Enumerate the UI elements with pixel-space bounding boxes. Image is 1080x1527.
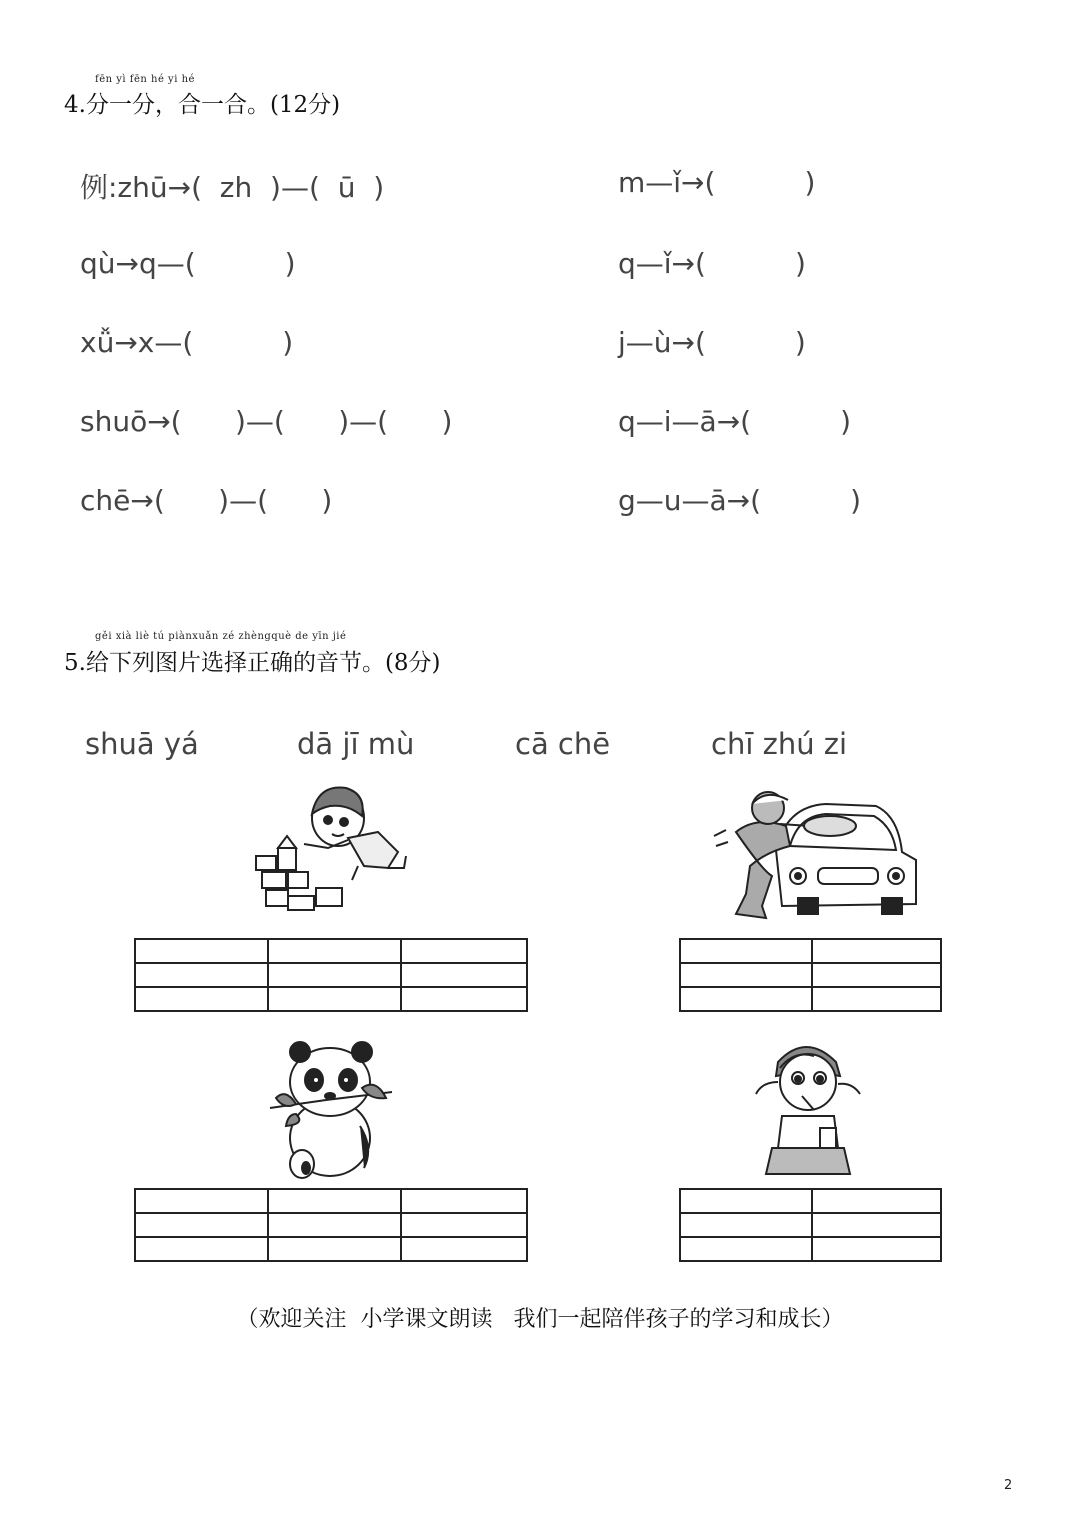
q4-item-g-u-a: g—u—ā→( ) <box>618 484 861 517</box>
q4-item-q-i: q—ǐ→( ) <box>618 247 806 280</box>
answer-grid-blocks[interactable] <box>134 938 528 1012</box>
panda-eating-bamboo-picture <box>266 1038 396 1180</box>
syllable-option-chi-zhu-zi: chī zhú zi <box>711 727 848 761</box>
q4-item-q-i-a: q—i—ā→( ) <box>618 405 852 438</box>
q4-item-m-i: m—ǐ→( ) <box>618 166 816 199</box>
q4-pinyin-ruby: fēn yì fēn hé yi hé <box>95 74 195 85</box>
q4-title: 4.分一分，合一合。(12分) <box>64 92 341 118</box>
syllable-option-shua-ya: shuā yá <box>85 727 199 761</box>
q4-item-j-u: j—ù→( ) <box>618 326 806 359</box>
boy-building-blocks-picture <box>248 776 416 922</box>
girl-brushing-teeth-picture <box>748 1036 866 1178</box>
q4-example-row: 例:zhū→( zh )—( ū ) <box>80 171 385 204</box>
answer-grid-girl[interactable] <box>679 1188 942 1262</box>
man-washing-car-picture <box>706 786 920 920</box>
page-number: 2 <box>1004 1478 1013 1493</box>
q4-item-xu: xǚ→x—( ) <box>80 326 294 359</box>
answer-grid-car[interactable] <box>679 938 942 1012</box>
answer-grid-panda[interactable] <box>134 1188 528 1262</box>
q5-title: 5.给下列图片选择正确的音节。(8分) <box>64 650 441 676</box>
syllable-option-ca-che: cā chē <box>515 727 611 761</box>
footer-note: （欢迎关注 小学课文朗读 我们一起陪伴孩子的学习和成长） <box>236 1307 844 1332</box>
q4-item-che: chē→( )—( ) <box>80 484 333 517</box>
q4-item-shuo: shuō→( )—( )—( ) <box>80 405 453 438</box>
q4-item-qu: qù→q—( ) <box>80 247 296 280</box>
q5-pinyin-ruby: gěi xià liè tú piànxuǎn zé zhèngquè de yīn jié <box>95 631 347 642</box>
syllable-option-da-ji-mu: dā jī mù <box>297 727 415 761</box>
